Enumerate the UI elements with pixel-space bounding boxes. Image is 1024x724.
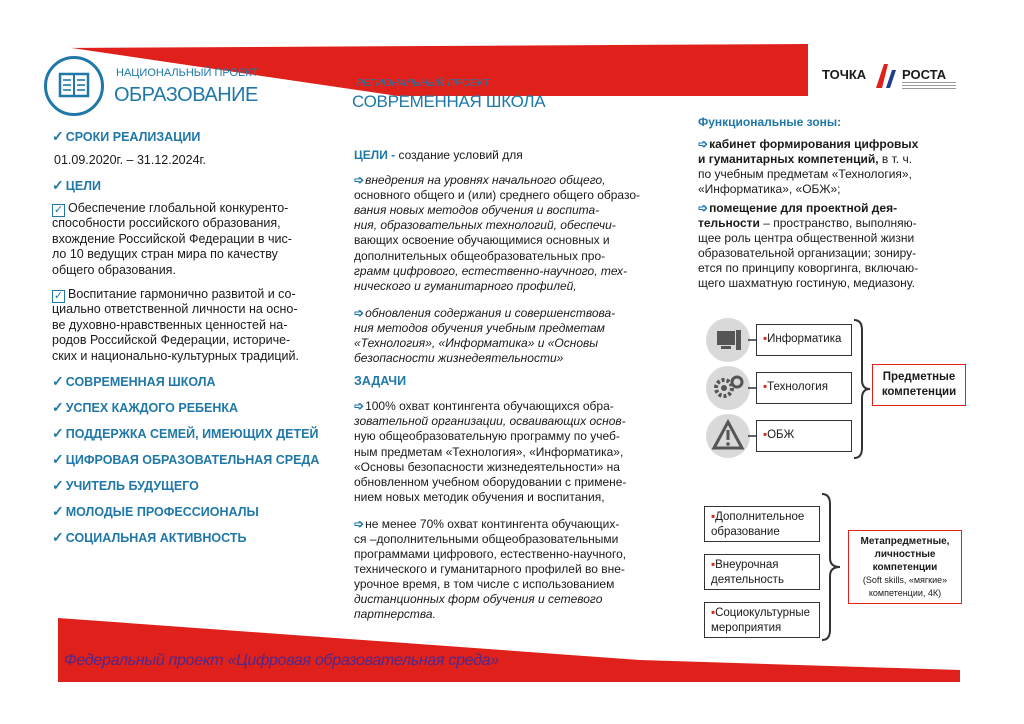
activity-box-additional-education: ▪Дополнительное образование [704,506,820,542]
task-1: ➩100% охват контингента обучающихся обра- зовательной организации, осваивающих основ- ную общеобразовательную программу по учеб- ным предметам «Технология», «Информатика», «Основы безопасности жизнедеятельности» на обновленном учебном оборудовании с примене- нием новых методик обучения и воспитания, [354,399,627,504]
arrow-icon: ➩ [698,201,709,215]
timeline-heading: ✓ СРОКИ РЕАЛИЗАЦИИ [52,128,201,144]
safety-icon [706,414,750,458]
project-item: ✓ МОЛОДЫЕ ПРОФЕССИОНАЛЫ [52,502,259,519]
national-project-title: ОБРАЗОВАНИЕ [114,84,258,106]
regional-project-title: СОВРЕМЕННАЯ ШКОЛА [352,92,546,111]
footer-federal-project: Федеральный проект «Цифровая образовательная среда» [64,652,499,669]
checkbox-icon: ✓ [53,203,64,216]
gears-icon [706,366,750,410]
middle-goal-1: ➩внедрения на уровнях начального общего, основного общего и (или) среднего общего образо- вания новых методов обучения и воспита- ния, образовательных технологий, обеспечи- вающих освоение обучающимися основных и дополнительных общеобразовательных про- грамм цифрового, естественно-научного, тех- нического и гуманитарного профилей, [354,173,641,293]
project-item: ✓ СОВРЕМЕННАЯ ШКОЛА [52,372,216,389]
activity-box-extracurricular: ▪Внеурочная деятельность [704,554,820,590]
arrow-icon: ➩ [354,399,365,414]
project-item: ✓ СОЦИАЛЬНАЯ АКТИВНОСТЬ [52,528,247,545]
logo-text-right: РОСТА [902,67,947,82]
check-icon: ✓ [52,128,64,144]
right-column [698,115,954,291]
middle-goals-heading: ЦЕЛИ - создание условий для [354,148,523,162]
middle-goal-2: ➩обновления содержания и совершенствова- ния методов обучения учебным предметам «Технология», «Информатика» и «Основы безопасности жизнедеятельности» [354,305,616,366]
task-2: ➩не менее 70% охват контингента обучающих- ся –дополнительными общеобразовательными программами цифрового, естественно-научного, технического и гуманитарного профилей во вне- урочное время, в том числе с использованием дистанционных форм обучения и сетевого партнерства. [354,516,627,622]
goal-2: ✓ Воспитание гармонично развитой и со- циально ответственной личности на осно- ве духовно-нравственных ценностей на- родов Российской Федерации, историче- ских и национально-культурных традиций. [52,286,299,363]
left-column [52,128,332,555]
subject-brace [852,318,872,460]
subject-competencies-box: Предметные компетенции [872,364,966,406]
zones-heading: Функциональные зоны: [698,115,842,129]
arrow-icon: ➩ [354,516,365,531]
project-item: ✓ ЦИФРОВАЯ ОБРАЗОВАТЕЛЬНАЯ СРЕДА [52,450,320,467]
arrow-icon: ➩ [354,305,365,320]
timeline-value: 01.09.2020г. – 31.12.2024г. [54,153,207,167]
project-list [52,373,332,555]
goals-heading: ✓ ЦЕЛИ [52,176,101,193]
logo-text-left: ТОЧКА [822,67,867,82]
tasks-heading: ЗАДАЧИ [354,374,407,389]
logo-mark-icon [874,62,898,90]
national-project-label: НАЦИОНАЛЬНЫЙ ПРОЕКТ [116,67,259,79]
arrow-icon: ➩ [698,137,709,151]
subject-box-informatics: ▪Информатика [756,324,852,356]
book-icon [47,59,101,113]
project-item: ✓ ПОДДЕРЖКА СЕМЕЙ, ИМЕЮЩИХ ДЕТЕЙ [52,424,319,441]
meta-competencies-box: Метапредметные, личностные компетенции (Soft skills, «мягкие» компетенции, 4К) [848,530,962,604]
check-icon: ✓ [52,176,64,193]
national-project-emblem [44,56,104,116]
subject-box-obzh: ▪ОБЖ [756,420,852,452]
zone-1: ➩кабинет формирования цифровых и гуманитарных компетенций, в т. ч. по учебным предметам «Технология», «Информатика», «ОБЖ»; [698,137,919,196]
project-item: ✓ УЧИТЕЛЬ БУДУЩЕГО [52,476,199,493]
goal-1: ✓ Обеспечение глобальной конкуренто- способности российского образования, вхождение Российской Федерации в чис- ло 10 ведущих стран мира по качеству общего образования. [52,200,292,277]
middle-column [354,148,662,623]
regional-project-label: РЕГИОНАЛЬНЫЙ ПРОЕКТ [356,77,490,89]
checkbox-icon: ✓ [53,289,64,302]
zone-2: ➩помещение для проектной дея- тельности – пространство, выполняю- щее роль центра общественной жизни образовательной организации; зониру- ется по принципу коворгинга, включаю- щего шахматную гостиную, медиазону. [698,201,919,290]
computer-icon [706,318,750,362]
arrow-icon: ➩ [354,173,365,188]
subject-box-technology: ▪Технология [756,372,852,404]
activity-box-sociocultural: ▪Социокультурные мероприятия [704,602,820,638]
project-item: ✓ УСПЕХ КАЖДОГО РЕБЕНКА [52,398,239,415]
logo-fine-lines [902,82,956,89]
